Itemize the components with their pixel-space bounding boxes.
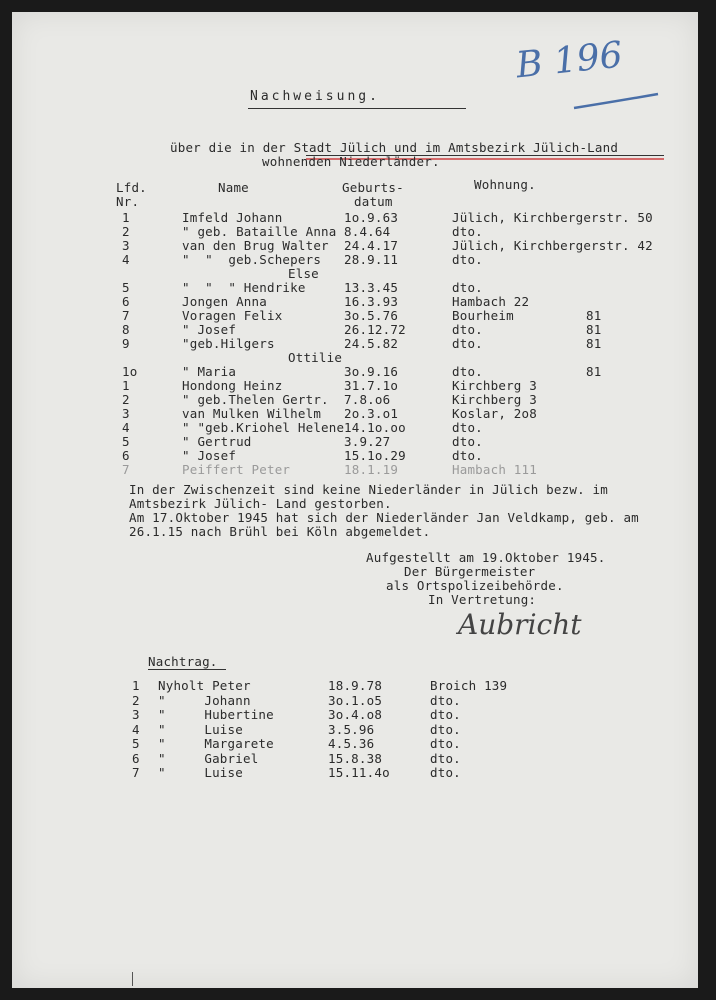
addendum-name: " Gabriel (158, 750, 259, 766)
header-nr-bottom: Nr. (116, 194, 140, 209)
addendum-birthdate: 3.5.96 (328, 721, 375, 737)
bottom-mark (132, 972, 133, 986)
row-address: Bourheim (452, 308, 514, 323)
addendum-birthdate: 3o.4.o8 (328, 707, 383, 722)
row-address: dto. (452, 252, 483, 267)
row-house-number: 81 (586, 364, 602, 379)
addendum-address: dto. (430, 736, 461, 751)
row-address: Hambach 111 (452, 462, 537, 477)
row-name: " geb. Bataille Anna (182, 224, 337, 239)
row-address: Jülich, Kirchbergerstr. 50 (452, 210, 653, 225)
row-number: 3 (122, 406, 130, 421)
row-name: Jongen Anna (182, 294, 267, 309)
row-birthdate: 2o.3.o1 (344, 406, 399, 421)
addendum-number: 1 (132, 678, 140, 693)
addendum-birthdate: 15.11.4o (328, 765, 390, 780)
row-birthdate: 3o.5.76 (344, 308, 399, 323)
row-address: dto. (452, 420, 483, 435)
row-birthdate: 7.8.o6 (344, 392, 391, 407)
addendum-address: dto. (430, 692, 461, 708)
row-birthdate: 13.3.45 (344, 280, 399, 295)
row-birthdate: 3.9.27 (344, 434, 391, 449)
header-name: Name (218, 180, 249, 195)
row-address: dto. (452, 336, 483, 351)
row-birthdate: 31.7.1o (344, 378, 399, 393)
addendum-number: 4 (132, 721, 140, 737)
title-underline (248, 108, 466, 109)
row-number: 5 (122, 280, 130, 295)
row-number: 1 (122, 210, 130, 225)
document-page (12, 12, 698, 988)
row-address: dto. (452, 434, 483, 449)
row-birthdate: 18.1.19 (344, 462, 399, 477)
addendum-address: Broich 139 (430, 678, 508, 693)
row-name: " "geb.Kriohel Helene (182, 420, 345, 435)
row-birthdate: 3o.9.16 (344, 364, 399, 379)
row-name-continued: Else (288, 266, 319, 281)
document-title: Nachweisung. (250, 89, 380, 104)
row-name: Imfeld Johann (182, 210, 283, 225)
row-name: "geb.Hilgers (182, 336, 275, 351)
row-number: 5 (122, 434, 130, 449)
addendum-number: 6 (132, 750, 140, 766)
header-date-bottom: datum (354, 194, 393, 209)
row-address: dto. (452, 280, 483, 295)
row-number: 6 (122, 294, 130, 309)
row-address: dto. (452, 448, 483, 463)
row-number: 8 (122, 322, 130, 337)
addendum-title-underline (148, 669, 226, 670)
note-line-2: Amtsbezirk Jülich- Land gestorben. (129, 496, 392, 511)
row-address: Hambach 22 (452, 294, 530, 309)
addendum-number: 2 (132, 692, 140, 708)
row-name-continued: Ottilie (288, 350, 343, 365)
note-line-4: 26.1.15 nach Brühl bei Köln abgemeldet. (129, 524, 431, 539)
header-date-top: Geburts- (342, 180, 404, 195)
addendum-address: dto. (430, 765, 461, 780)
row-name: " Gertrud (182, 434, 252, 449)
addendum-number: 3 (132, 707, 140, 722)
addendum-birthdate: 3o.1.o5 (328, 692, 383, 708)
row-name: " " geb.Schepers (182, 252, 322, 267)
addendum-name: " Luise (158, 765, 243, 780)
row-number: 1 (122, 378, 130, 393)
row-birthdate: 24.5.82 (344, 336, 399, 351)
row-birthdate: 26.12.72 (344, 322, 406, 337)
row-name: " geb.Thelen Gertr. (182, 392, 329, 407)
sign-line-3: als Ortspolizeibehörde. (386, 578, 564, 593)
row-name: Peiffert Peter (182, 462, 291, 477)
addendum-number: 7 (132, 765, 140, 780)
row-name: van den Brug Walter (182, 238, 329, 253)
row-name: " " " Hendrike (182, 280, 306, 295)
row-number: 4 (122, 420, 130, 435)
addendum-address: dto. (430, 707, 461, 722)
sign-line-1: Aufgestellt am 19.Oktober 1945. (366, 550, 606, 565)
intro-line-2: wohnenden Niederländer. (262, 154, 440, 169)
row-number: 7 (122, 308, 130, 323)
row-name: " Maria (182, 364, 237, 379)
header-nr-top: Lfd. (116, 180, 147, 195)
intro-line-1: über die in der Stadt Jülich und im Amtsbezirk Jülich-Land (170, 140, 619, 155)
addendum-name: Nyholt Peter (158, 678, 251, 693)
row-address: dto. (452, 322, 483, 337)
row-number: 7 (122, 462, 130, 477)
row-name: Hondong Heinz (182, 378, 283, 393)
addendum-name: " Margarete (158, 736, 274, 751)
row-birthdate: 1o.9.63 (344, 210, 399, 225)
row-address: dto. (452, 224, 483, 239)
row-number: 1o (122, 364, 138, 379)
row-name: " Josef (182, 322, 237, 337)
addendum-name: " Johann (158, 692, 251, 708)
row-address: Koslar, 2o8 (452, 406, 537, 421)
row-house-number: 81 (586, 308, 602, 323)
row-address: Kirchberg 3 (452, 392, 537, 407)
row-birthdate: 24.4.17 (344, 238, 399, 253)
addendum-title: Nachtrag. (148, 654, 218, 669)
row-name: van Mulken Wilhelm (182, 406, 322, 421)
row-birthdate: 15.1o.29 (344, 448, 406, 463)
archive-mark: B 196 (514, 34, 625, 87)
row-number: 9 (122, 336, 130, 351)
row-birthdate: 8.4.64 (344, 224, 391, 239)
row-number: 3 (122, 238, 130, 253)
row-number: 6 (122, 448, 130, 463)
addendum-birthdate: 18.9.78 (328, 678, 383, 693)
row-birthdate: 28.9.11 (344, 252, 399, 267)
row-birthdate: 14.1o.oo (344, 420, 406, 435)
row-number: 4 (122, 252, 130, 267)
addendum-address: dto. (430, 750, 461, 766)
row-birthdate: 16.3.93 (344, 294, 399, 309)
sign-line-2: Der Bürgermeister (404, 564, 536, 579)
addendum-name: " Luise (158, 721, 243, 737)
addendum-birthdate: 15.8.38 (328, 750, 383, 766)
archive-mark-underline (572, 92, 662, 112)
row-address: dto. (452, 364, 483, 379)
addendum-number: 5 (132, 736, 140, 751)
row-address: Jülich, Kirchbergerstr. 42 (452, 238, 653, 253)
row-number: 2 (122, 224, 130, 239)
row-number: 2 (122, 392, 130, 407)
header-address: Wohnung. (474, 177, 536, 192)
row-name: Voragen Felix (182, 308, 283, 323)
note-line-3: Am 17.Oktober 1945 hat sich der Niederländer Jan Veldkamp, geb. am (129, 510, 639, 525)
row-house-number: 81 (586, 322, 602, 337)
signature: Aubricht (458, 608, 582, 641)
note-line-1: In der Zwischenzeit sind keine Niederländer in Jülich bezw. im (129, 482, 608, 497)
row-name: " Josef (182, 448, 237, 463)
sign-line-4: In Vertretung: (428, 592, 537, 607)
addendum-birthdate: 4.5.36 (328, 736, 375, 751)
row-address: Kirchberg 3 (452, 378, 537, 393)
addendum-name: " Hubertine (158, 707, 274, 722)
addendum-address: dto. (430, 721, 461, 737)
row-house-number: 81 (586, 336, 602, 351)
